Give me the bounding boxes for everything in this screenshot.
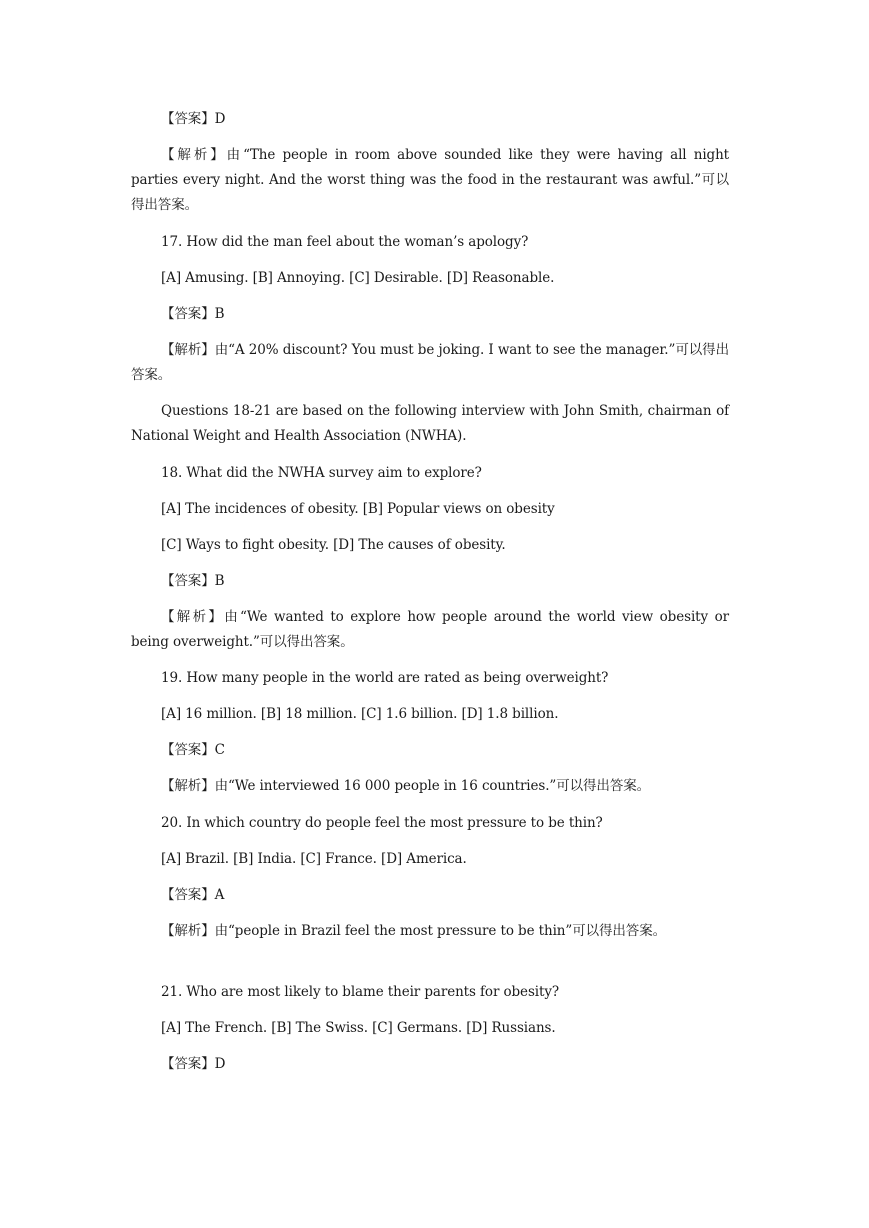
options-20: [A] Brazil. [B] India. [C] France. [D] America. <box>161 851 467 867</box>
question-17: 17. How did the man feel about the woman’s apology? <box>161 234 529 250</box>
question-21: 21. Who are most likely to blame their parents for obesity? <box>161 984 559 1000</box>
analysis-paragraph-20: 【解析】由“people in Brazil feel the most pressure to be thin”可以得出答案。 <box>161 923 666 939</box>
section-intro-18-21: Questions 18-21 are based on the following interview with John Smith, chairman of National Weight and Health Association (NWHA). <box>131 403 729 444</box>
options-17: [A] Amusing. [B] Annoying. [C] Desirable. [D] Reasonable. <box>161 270 555 286</box>
answer-label-21: 【答案】D <box>161 1056 226 1072</box>
answer-label-16: 【答案】D <box>161 111 226 127</box>
analysis-paragraph-18: 【解析】由“We wanted to explore how people around the world view obesity or being overweight.”可以得出答案。 <box>131 609 729 650</box>
options-21: [A] The French. [B] The Swiss. [C] Germans. [D] Russians. <box>161 1020 556 1036</box>
question-18: 18. What did the NWHA survey aim to explore? <box>161 465 482 481</box>
analysis-paragraph-16: 【解析】由“The people in room above sounded like they were having all night parties every night. And the worst thing was the food in the restaurant was awful.”可以得出答案。 <box>131 147 729 213</box>
analysis-paragraph-17: 【解析】由“A 20% discount? You must be joking. I want to see the manager.”可以得出答案。 <box>131 342 729 383</box>
answer-label-17: 【答案】B <box>161 306 225 322</box>
answer-label-18: 【答案】B <box>161 573 225 589</box>
answer-label-19: 【答案】C <box>161 742 225 758</box>
options-18-cd: [C] Ways to fight obesity. [D] The causes of obesity. <box>161 537 506 553</box>
options-18-ab: [A] The incidences of obesity. [B] Popular views on obesity <box>161 501 555 517</box>
analysis-paragraph-19: 【解析】由“We interviewed 16 000 people in 16 countries.”可以得出答案。 <box>161 778 651 794</box>
options-19: [A] 16 million. [B] 18 million. [C] 1.6 billion. [D] 1.8 billion. <box>161 706 559 722</box>
question-20: 20. In which country do people feel the most pressure to be thin? <box>161 815 603 831</box>
question-19: 19. How many people in the world are rated as being overweight? <box>161 670 609 686</box>
answer-label-20: 【答案】A <box>161 887 225 903</box>
